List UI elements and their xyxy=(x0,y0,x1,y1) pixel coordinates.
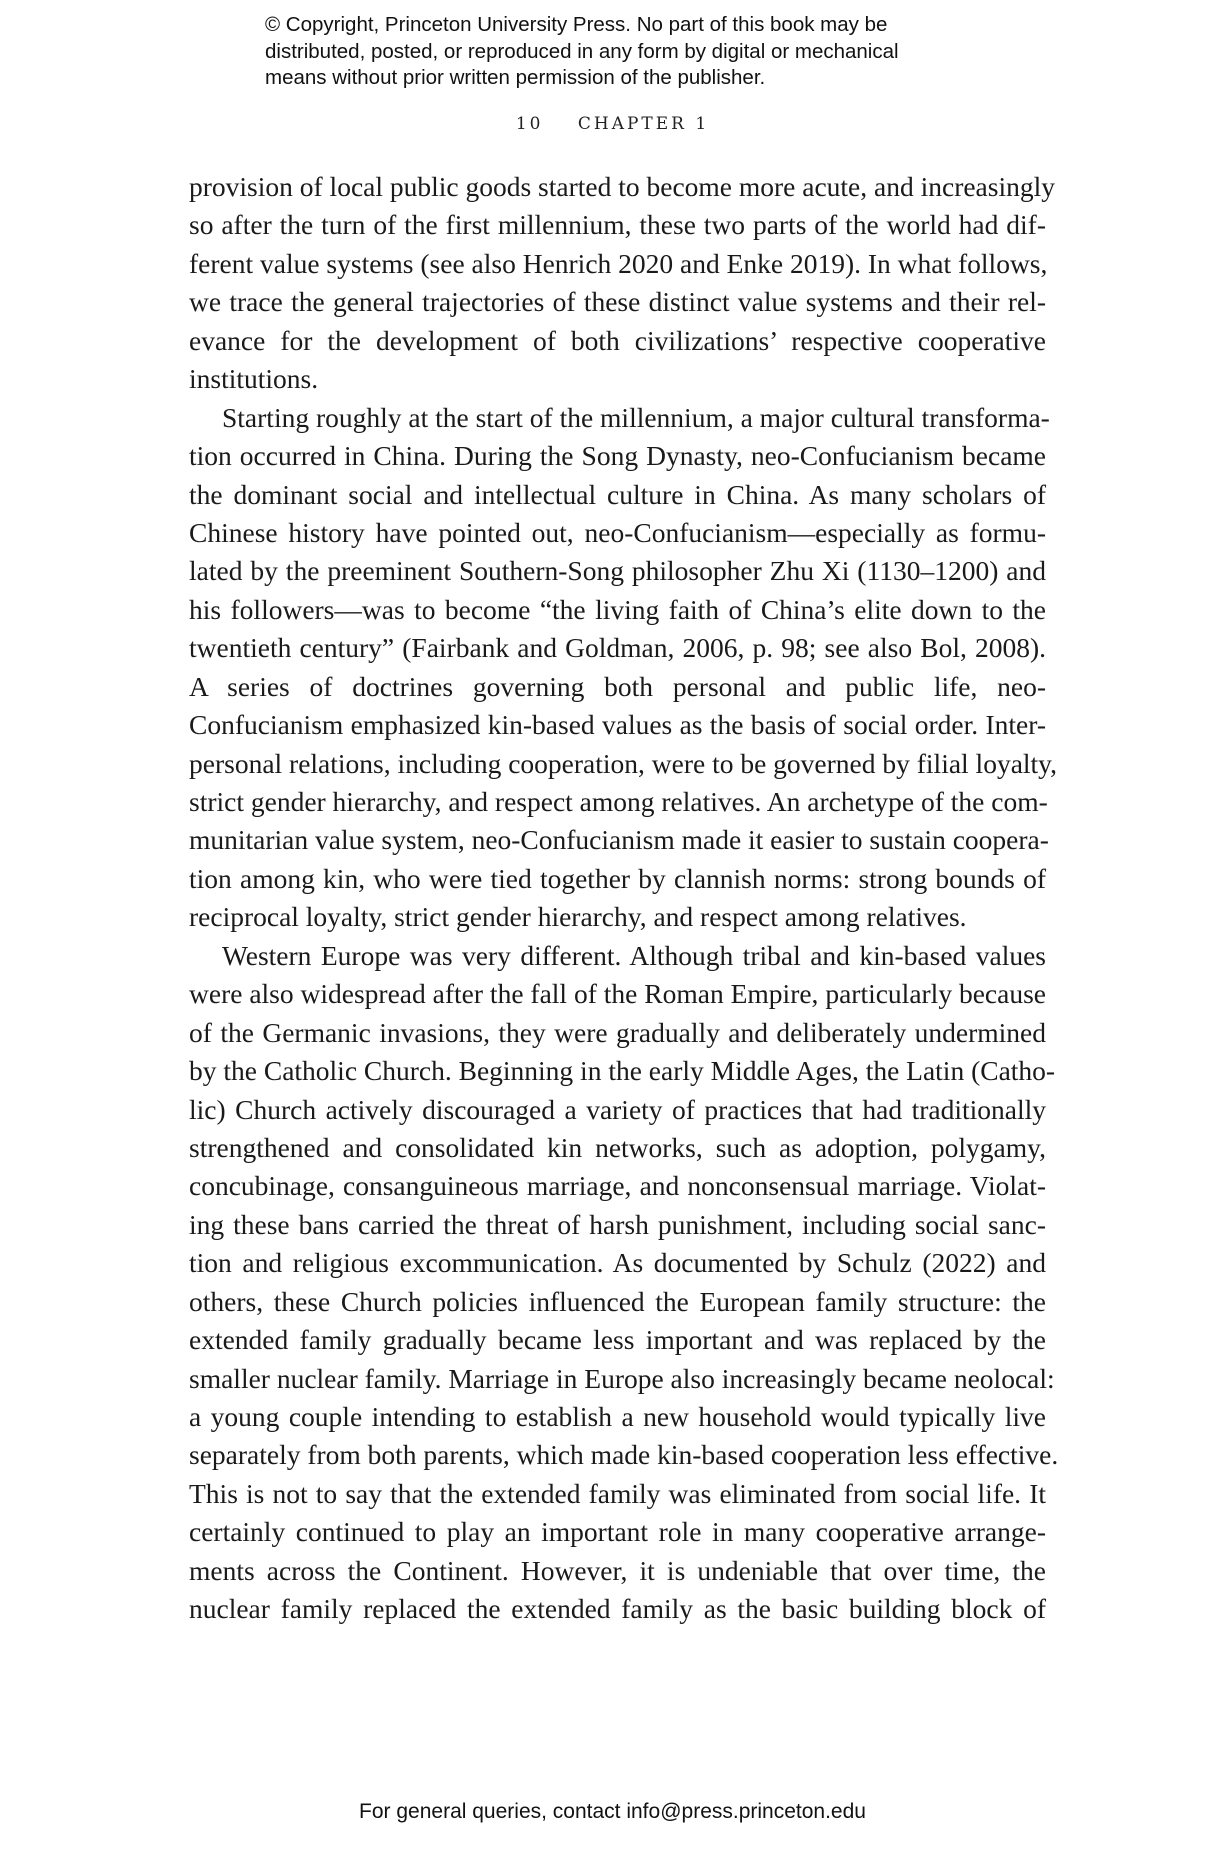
text-line: Confucianism emphasized kin-based values as the basis of social order. Inter- xyxy=(189,709,1046,741)
text-line: separately from both parents, which made kin-based cooperation less effective. xyxy=(189,1439,1059,1471)
text-line: This is not to say that the extended family was eliminated from social life. It xyxy=(189,1477,1046,1509)
copyright-notice xyxy=(265,12,1025,92)
text-line: personal relations, including cooperation, were to be governed by filial loyalty, xyxy=(189,747,1058,779)
text-line: tion occurred in China. During the Song Dynasty, neo-Confucianism became xyxy=(189,440,1046,472)
text-line: A series of doctrines governing both personal and public life, neo- xyxy=(189,670,1046,702)
text-line: smaller nuclear family. Marriage in Europe also increasingly became neolocal: xyxy=(189,1362,1055,1394)
page-number: 10 xyxy=(515,114,544,134)
text-line: nuclear family replaced the extended family as the basic building block of xyxy=(189,1593,1046,1625)
text-line: tion among kin, who were tied together by clannish norms: strong bounds of xyxy=(189,862,1046,894)
text-line: reciprocal loyalty, strict gender hierarchy, and respect among relatives. xyxy=(189,901,967,933)
text-line: we trace the general trajectories of these distinct value systems and their rel- xyxy=(189,286,1046,318)
text-line: Western Europe was very different. Although tribal and kin-based values xyxy=(222,939,1046,971)
text-line: by the Catholic Church. Beginning in the early Middle Ages, the Latin (Catho- xyxy=(189,1055,1056,1087)
chapter-label: CHAPTER 1 xyxy=(577,114,710,134)
text-line: ferent value systems (see also Henrich 2020 and Enke 2019). In what follows, xyxy=(189,247,1048,279)
text-line: a young couple intending to establish a new household would typically live xyxy=(189,1401,1046,1432)
footer-contact: For general queries, contact info@press.princeton.edu xyxy=(359,1800,866,1823)
text-line: concubinage, consanguineous marriage, and nonconsensual marriage. Violat- xyxy=(189,1170,1046,1202)
text-line: others, these Church policies influenced the European family structure: the xyxy=(189,1285,1046,1317)
text-line: ing these bans carried the threat of harsh punishment, including social sanc- xyxy=(189,1208,1046,1240)
text-line: lic) Church actively discouraged a variety of practices that had traditionally xyxy=(189,1093,1046,1125)
text-line: tion and religious excommunication. As documented by Schulz (2022) and xyxy=(189,1247,1046,1279)
text-line: so after the turn of the first millennium, these two parts of the world had dif- xyxy=(189,209,1046,241)
text-line: evance for the development of both civilizations’ respective cooperative xyxy=(189,324,1046,356)
text-line: certainly continued to play an important role in many cooperative arrange- xyxy=(189,1516,1046,1548)
running-head xyxy=(0,114,1225,134)
text-line: extended family gradually became less important and was replaced by the xyxy=(189,1324,1046,1356)
text-line: were also widespread after the fall of the Roman Empire, particularly because xyxy=(189,978,1046,1010)
text-line: strengthened and consolidated kin networks, such as adoption, polygamy, xyxy=(189,1131,1046,1163)
text-line: Chinese history have pointed out, neo-Confucianism—especially as formu- xyxy=(189,516,1046,548)
text-line: munitarian value system, neo-Confucianism made it easier to sustain coopera- xyxy=(189,824,1049,856)
text-line: Starting roughly at the start of the millennium, a major cultural transforma- xyxy=(222,401,1050,433)
text-line: ments across the Continent. However, it is undeniable that over time, the xyxy=(189,1554,1046,1586)
text-line: the dominant social and intellectual culture in China. As many scholars of xyxy=(189,478,1046,510)
copyright-line: distributed, posted, or reproduced in any form by digital or mechanical xyxy=(265,39,899,63)
text-line: provision of local public goods started to become more acute, and increasingly xyxy=(189,171,1055,202)
copyright-line: means without prior written permission of the publisher. xyxy=(265,66,766,89)
copyright-line: © Copyright, Princeton University Press. No part of this book may be xyxy=(265,13,888,36)
text-line: institutions. xyxy=(189,363,319,395)
text-line: his followers—was to become “the living faith of China’s elite down to the xyxy=(189,593,1046,625)
text-line: lated by the preeminent Southern-Song philosopher Zhu Xi (1130–1200) and xyxy=(189,555,1046,587)
text-line: of the Germanic invasions, they were gradually and deliberately undermined xyxy=(189,1016,1046,1048)
text-line: strict gender hierarchy, and respect among relatives. An archetype of the com- xyxy=(189,786,1048,817)
body-text xyxy=(189,168,1059,1629)
text-line: twentieth century” (Fairbank and Goldman, 2006, p. 98; see also Bol, 2008). xyxy=(189,632,1046,664)
